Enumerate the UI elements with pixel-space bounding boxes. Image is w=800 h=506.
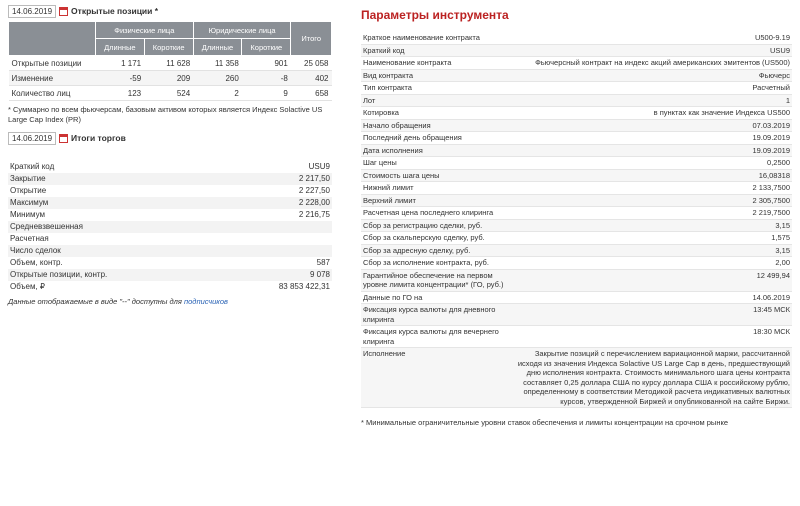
- param-key: Краткий код: [361, 44, 513, 57]
- table-row: [361, 304, 792, 326]
- results-table: [8, 161, 332, 293]
- param-value: 13:45 МСК: [513, 304, 792, 326]
- param-value: Расчетный: [513, 82, 792, 95]
- param-key: Сбор за скальперскую сделку, руб.: [361, 232, 513, 245]
- cell: 2: [193, 86, 242, 101]
- header-total: Итого: [291, 22, 332, 56]
- table-row: [361, 44, 792, 57]
- table-row: [361, 69, 792, 82]
- params-table: [361, 32, 792, 408]
- row-value: [218, 245, 332, 257]
- cell: -8: [242, 71, 291, 86]
- header-short: Короткие: [144, 39, 193, 56]
- row-key: Открытые позиции, контр.: [8, 269, 218, 281]
- cell: 658: [291, 86, 332, 101]
- param-value: 0,2500: [513, 157, 792, 170]
- param-key: Данные по ГО на: [361, 291, 513, 304]
- table-row: [361, 348, 792, 408]
- table-row: [361, 57, 792, 70]
- right-column: [361, 6, 792, 427]
- cell: 260: [193, 71, 242, 86]
- cell: 1 171: [96, 56, 145, 71]
- table-row: [8, 233, 332, 245]
- table-row: [361, 132, 792, 145]
- row-key: Закрытие: [8, 173, 218, 185]
- cell: 901: [242, 56, 291, 71]
- param-value: 2,00: [513, 257, 792, 270]
- cell: -59: [96, 71, 145, 86]
- margin-levels-note[interactable]: * Минимальные ограничительные уровни ставок обеспечения и лимиты концентрации на срочном рынке: [361, 418, 729, 427]
- header-long: Длинные: [193, 39, 242, 56]
- cell: 123: [96, 86, 145, 101]
- table-row: [8, 161, 332, 173]
- row-key: Объем, ₽: [10, 282, 46, 291]
- cell: 209: [144, 71, 193, 86]
- param-key: Фиксация курса валюты для дневного клиринга: [361, 304, 513, 326]
- row-value: 2 216,75: [298, 210, 330, 219]
- row-key: Объем, контр.: [10, 258, 63, 267]
- param-value: 07.03.2019: [513, 119, 792, 132]
- calendar-icon[interactable]: [59, 134, 68, 143]
- table-row: [361, 82, 792, 95]
- param-value: 3,15: [513, 219, 792, 232]
- param-key: Исполнение: [361, 348, 513, 408]
- table-row: [361, 94, 792, 107]
- subscribers-link[interactable]: подписчиков: [184, 297, 228, 306]
- param-value: 14.06.2019: [513, 291, 792, 304]
- param-key: Нижний лимит: [361, 182, 513, 195]
- header-phys: Физические лица: [96, 22, 194, 39]
- table-row: [361, 194, 792, 207]
- row-key: Средневзвешенная: [8, 221, 218, 233]
- param-value: 19.09.2019: [513, 144, 792, 157]
- cell: 25 058: [291, 56, 332, 71]
- param-key: Тип контракта: [361, 82, 513, 95]
- row-key: Максимум: [8, 197, 218, 209]
- table-row: [9, 71, 332, 86]
- param-value: 1: [513, 94, 792, 107]
- param-key: Краткое наименование контракта: [361, 32, 513, 44]
- table-row: [361, 291, 792, 304]
- row-value: 587: [316, 258, 330, 267]
- param-value: 18:30 МСК: [513, 326, 792, 348]
- results-title: Итоги торгов: [71, 133, 126, 143]
- table-row: [9, 56, 332, 71]
- positions-title: Открытые позиции *: [71, 6, 159, 16]
- table-row: [8, 245, 332, 257]
- param-value: 2 305,7500: [513, 194, 792, 207]
- param-value: Фьючерсный контракт на индекс акций американских эмитентов (US500): [513, 57, 792, 70]
- row-value: 2 228,00: [218, 197, 332, 209]
- positions-date-field[interactable]: 14.06.2019: [8, 5, 56, 18]
- cell: 524: [144, 86, 193, 101]
- header-long: Длинные: [96, 39, 145, 56]
- param-key: Расчетная цена последнего клиринга: [361, 207, 513, 220]
- table-row: [8, 281, 332, 293]
- param-value: 3,15: [513, 244, 792, 257]
- row-value: [218, 221, 332, 233]
- footnote-text: Данные отображаемые в виде "--" доступны для: [8, 297, 184, 306]
- param-key: Сбор за исполнение контракта, руб.: [361, 257, 513, 270]
- row-key: Минимум: [10, 210, 46, 219]
- param-key: Сбор за регистрацию сделки, руб.: [361, 219, 513, 232]
- param-key: Верхний лимит: [361, 194, 513, 207]
- cell: 402: [291, 71, 332, 86]
- table-row: [361, 32, 792, 44]
- row-value: 83 853 422,31: [278, 282, 330, 291]
- table-row: [361, 232, 792, 245]
- table-row: [361, 119, 792, 132]
- table-row: [361, 326, 792, 348]
- header-short: Короткие: [242, 39, 291, 56]
- param-value: 16,08318: [513, 169, 792, 182]
- param-key: Лот: [361, 94, 513, 107]
- param-key: Дата исполнения: [361, 144, 513, 157]
- cell: 11 628: [144, 56, 193, 71]
- param-key: Сбор за адресную сделку, руб.: [361, 244, 513, 257]
- subscribers-footnote: [8, 297, 332, 306]
- param-key: Последний день обращения: [361, 132, 513, 145]
- param-value: в пунктах как значение Индекса US500: [513, 107, 792, 120]
- param-value: 19.09.2019: [513, 132, 792, 145]
- table-row: [361, 144, 792, 157]
- table-row: [361, 207, 792, 220]
- row-key: Расчетная: [10, 234, 49, 243]
- param-value: Закрытие позиций с перечислением вариационной маржи, рассчитанной исходя из значения Индекса Solactive US Large Cap в день, предшествующий дню исполнения контракта. Стоимость минимального шага цены контракта составляет 0,25 доллара США по курсу доллара США к российскому рублю, определенному в соответствии Методикой расчета индикативных валютных курсов, утвержденной Биржей и опубликованной на сайте Биржи.: [513, 348, 792, 408]
- header-jur: Юридические лица: [193, 22, 291, 39]
- param-value: 2 219,7500: [513, 207, 792, 220]
- table-row: [8, 269, 332, 281]
- param-key: Шаг цены: [361, 157, 513, 170]
- row-key: Краткий код: [10, 162, 55, 171]
- table-row: [361, 107, 792, 120]
- table-row: [361, 219, 792, 232]
- table-row: [8, 257, 332, 269]
- cell: 11 358: [193, 56, 242, 71]
- param-key: Наименование контракта: [361, 57, 513, 70]
- positions-table: [8, 21, 332, 101]
- row-key: Число сделок: [8, 245, 218, 257]
- params-title: Параметры инструмента: [361, 8, 509, 22]
- cell: 9: [242, 86, 291, 101]
- param-value: 12 499,94: [513, 269, 792, 291]
- row-label: Изменение: [9, 71, 96, 86]
- row-value: 2 227,50: [298, 186, 330, 195]
- table-row: [9, 86, 332, 101]
- param-key: Гарантийное обеспечение на первом уровне лимита концентрации* (ГО, руб.): [361, 269, 513, 291]
- table-row: [361, 169, 792, 182]
- results-date-field[interactable]: 14.06.2019: [8, 132, 56, 145]
- param-key: Фиксация курса валюты для вечернего клиринга: [361, 326, 513, 348]
- row-key: Открытие: [10, 186, 47, 195]
- table-row: [361, 257, 792, 270]
- row-value: USU9: [308, 162, 330, 171]
- calendar-icon[interactable]: [59, 7, 68, 16]
- param-value: U500-9.19: [513, 32, 792, 44]
- table-row: [361, 182, 792, 195]
- left-column: [8, 4, 332, 306]
- table-row: [361, 269, 792, 291]
- param-value: USU9: [513, 44, 792, 57]
- table-row: [8, 185, 332, 197]
- table-row: [8, 197, 332, 209]
- positions-header: [8, 4, 332, 18]
- param-key: Стоимость шага цены: [361, 169, 513, 182]
- row-label: Открытые позиции: [9, 56, 96, 71]
- row-value: 9 078: [218, 269, 332, 281]
- param-key: Вид контракта: [361, 69, 513, 82]
- table-row: [8, 173, 332, 185]
- table-row: [8, 221, 332, 233]
- param-value: 1,575: [513, 232, 792, 245]
- table-row: [361, 244, 792, 257]
- table-row: [361, 157, 792, 170]
- row-value: 2 217,50: [218, 173, 332, 185]
- results-header: [8, 131, 332, 145]
- table-row: [8, 209, 332, 221]
- param-key: Начало обращения: [361, 119, 513, 132]
- param-value: Фьючерс: [513, 69, 792, 82]
- param-value: 2 133,7500: [513, 182, 792, 195]
- param-key: Котировка: [361, 107, 513, 120]
- positions-corner: [9, 22, 96, 56]
- row-value: [218, 233, 332, 245]
- positions-note: * Суммарно по всем фьючерсам, базовым активом которых является Индекс Solactive US Large Cap Index (PR): [8, 105, 323, 124]
- row-label: Количество лиц: [9, 86, 96, 101]
